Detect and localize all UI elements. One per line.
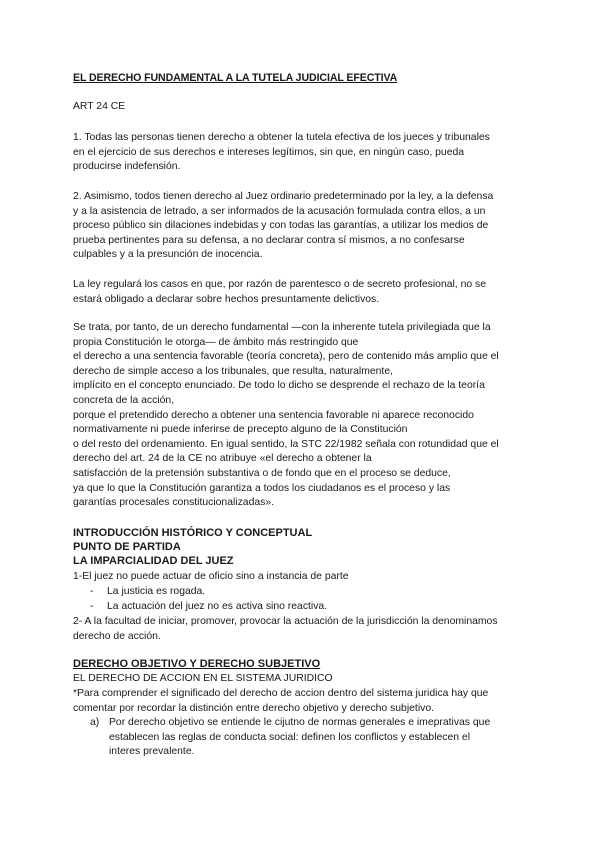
paragraph-line: culpables y a la presunción de inocencia. xyxy=(73,249,263,261)
section-subheading: PUNTO DE PARTIDA xyxy=(73,541,181,553)
article-reference: ART 24 CE xyxy=(73,101,126,112)
paragraph-line: en el ejercicio de sus derechos e intereses legítimos, sin que, en ningún caso, pueda xyxy=(73,146,465,158)
section-intro xyxy=(73,687,533,716)
paragraph-line: derecho de acción. xyxy=(73,630,161,642)
paragraph-4 xyxy=(73,321,533,511)
paragraph-line: Se trata, por tanto, de un derecho fundamental —con la inherente tutela privilegiada que la xyxy=(73,322,491,333)
paragraph-line: proceso público sin dilaciones indebidas y con todas las garantías, a utilizar los medios de xyxy=(73,220,489,232)
paragraph-line: Por derecho objetivo se entiende le cijutno de normas generales e imeprativas que xyxy=(109,717,491,728)
document-title: EL DERECHO FUNDAMENTAL A LA TUTELA JUDICIAL EFECTIVA xyxy=(73,72,398,84)
paragraph-line: *Para comprender el significado del derecho de accion dentro del sistema juridica hay que xyxy=(73,688,489,699)
list-item-a xyxy=(109,716,490,760)
paragraph-1 xyxy=(73,131,533,175)
numbered-point-2 xyxy=(73,615,533,644)
paragraph-line: producirse indefensión. xyxy=(73,161,181,173)
paragraph-line: comentar por recordar la distinción entre derecho objetivo y derecho subjetivo. xyxy=(73,702,434,714)
paragraph-line: garantías procesales constitucionalizadas». xyxy=(73,497,275,509)
bullet-marker: - xyxy=(90,601,94,612)
bullet-item: La justicia es rogada. xyxy=(107,586,206,597)
section-heading: INTRODUCCIÓN HISTÓRICO Y CONCEPTUAL xyxy=(73,527,313,539)
paragraph-line: La ley regulará los casos en que, por razón de parentesco o de secreto profesional, no se xyxy=(73,279,486,290)
bullet-marker: - xyxy=(90,586,94,597)
section-heading-underlined: DERECHO OBJETIVO Y DERECHO SUBJETIVO xyxy=(73,658,321,670)
paragraph-line: ya que lo que la Constitución garantiza a todos los ciudadanos es el proceso y las xyxy=(73,482,451,494)
paragraph-line: propia Constitución le otorga— de ámbito más restringido que xyxy=(73,336,359,348)
bullet-item: La actuación del juez no es activa sino reactiva. xyxy=(107,601,328,612)
paragraph-line: concreta de la acción, xyxy=(73,394,175,406)
paragraph-line: prueba pertinentes para su defensa, a no declarar contra sí mismos, a no confesarse xyxy=(73,234,465,246)
paragraph-line: el derecho a una sentencia favorable (teoría concreta), pero de contenido más amplio que el xyxy=(73,351,499,363)
numbered-point-1: 1-El juez no puede actuar de oficio sino a instancia de parte xyxy=(73,571,349,582)
paragraph-line: interes prevalente. xyxy=(109,746,195,758)
paragraph-line: y a la asistencia de letrado, a ser informados de la acusación formulada contra ellos, a un xyxy=(73,205,486,217)
paragraph-3 xyxy=(73,278,533,307)
paragraph-line: porque el pretendido derecho a obtener una sentencia favorable ni aparece reconocido xyxy=(73,409,474,421)
list-marker: a) xyxy=(90,717,100,728)
paragraph-line: 2- A la facultad de iniciar, promover, provocar la actuación de la jurisdicción la denominamos xyxy=(73,616,498,627)
paragraph-2 xyxy=(73,190,533,263)
paragraph-line: satisfacción de la pretensión substantiva o de fondo que en el proceso se deduce, xyxy=(73,467,451,479)
paragraph-line: establecen las reglas de conducta social: definen los conflictos y establecen el xyxy=(109,731,471,743)
section-subheading: EL DERECHO DE ACCION EN EL SISTEMA JURIDICO xyxy=(73,673,333,684)
paragraph-line: 1. Todas las personas tienen derecho a obtener la tutela efectiva de los jueces y tribunales xyxy=(73,132,490,143)
paragraph-line: derecho de simple acceso a los tribunales, que resulta, naturalmente, xyxy=(73,365,393,377)
paragraph-line: o del resto del ordenamiento. En igual sentido, la STC 22/1982 señala con rotundidad que el xyxy=(73,438,499,450)
paragraph-line: derecho del art. 24 de la CE no atribuye «el derecho a obtener la xyxy=(73,453,372,465)
paragraph-line: implícito en el concepto enunciado. De todo lo dicho se desprende el rechazo de la teoría xyxy=(73,380,485,392)
section-subheading: LA IMPARCIALIDAD DEL JUEZ xyxy=(73,555,234,567)
paragraph-line: estará obligado a declarar sobre hechos presuntamente delictivos. xyxy=(73,293,380,305)
paragraph-line: 2. Asimismo, todos tienen derecho al Juez ordinario predeterminado por la ley, a la defensa xyxy=(73,191,494,202)
paragraph-line: normativamente ni puede inferirse de precepto alguno de la Constitución xyxy=(73,424,408,436)
